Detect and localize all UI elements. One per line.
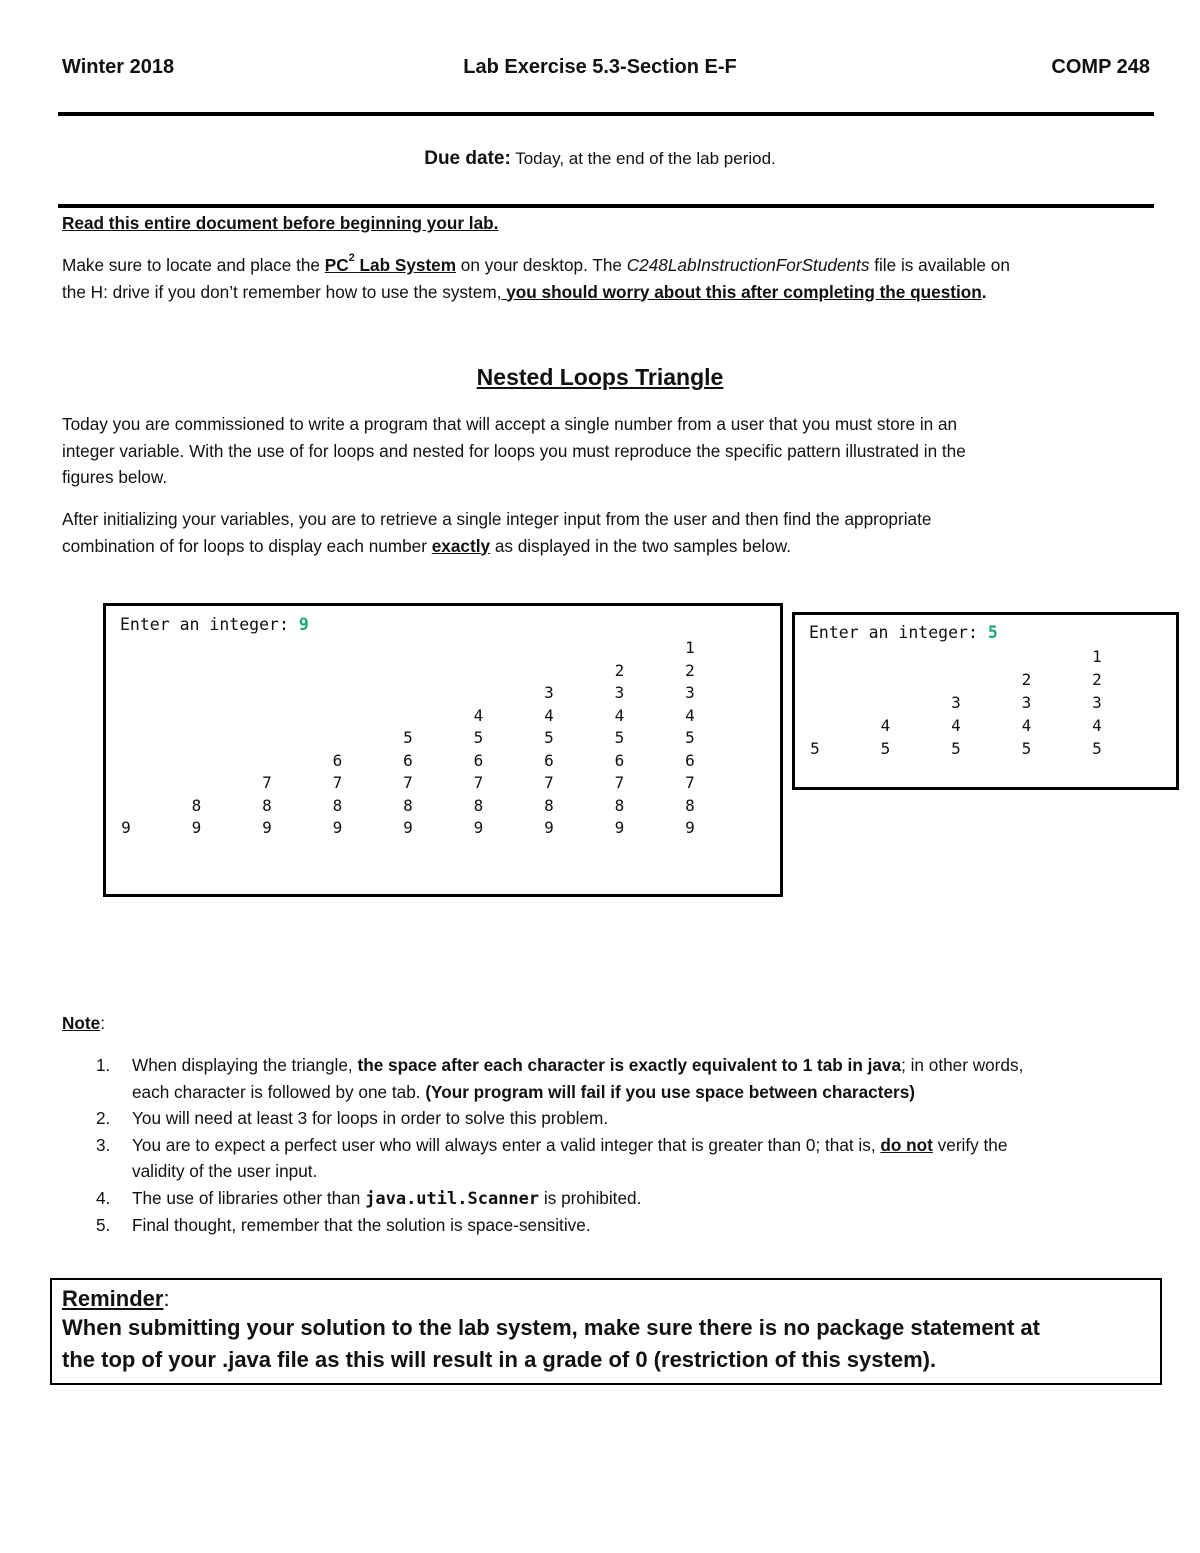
triangle-digit: 8 bbox=[473, 795, 484, 815]
triangle-digit: 3 bbox=[1092, 693, 1102, 712]
note-heading: Note: bbox=[62, 1013, 105, 1033]
due-date-line bbox=[0, 148, 1200, 170]
triangle-digit: 4 bbox=[951, 716, 961, 735]
section-title: Nested Loops Triangle bbox=[476, 364, 724, 390]
triangle-digit: 8 bbox=[403, 795, 413, 815]
triangle-digit: 5 bbox=[403, 728, 413, 747]
triangle-digit: 3 bbox=[544, 683, 554, 702]
triangle-digit: 9 bbox=[544, 818, 554, 837]
due-date-label: Due date: bbox=[424, 148, 511, 169]
triangle-digit: 9 bbox=[403, 818, 413, 837]
due-divider bbox=[58, 204, 1154, 208]
note-list bbox=[62, 1052, 1162, 1239]
triangle-digit: 8 bbox=[544, 795, 554, 815]
triangle-digit: 7 bbox=[473, 773, 484, 792]
triangle-digit: 4 bbox=[544, 705, 554, 725]
triangle-digit: 5 bbox=[951, 739, 961, 758]
triangle-digit: 8 bbox=[262, 795, 272, 815]
sample-prompt: Enter an integer: 9 bbox=[120, 615, 309, 634]
instruction-file-name: C248LabInstructionForStudents bbox=[626, 255, 870, 275]
triangle-digit: 7 bbox=[614, 773, 625, 792]
sample-output-9 bbox=[103, 603, 783, 897]
instructions-paragraph: After initializing your variables, you are to retrieve a single integer input from the user and then find the appropriate combination of for loops to display each number exactly as displayed in the two samples below. bbox=[62, 509, 932, 556]
triangle-digit: 7 bbox=[403, 773, 413, 792]
header-course: COMP 248 bbox=[1051, 56, 1150, 78]
triangle-digit: 5 bbox=[1021, 739, 1032, 758]
note-item-4: 4. The use of libraries other than java.util.Scanner is prohibited. bbox=[96, 1187, 642, 1209]
triangle-digit: 1 bbox=[1092, 647, 1102, 666]
triangle-digit: 2 bbox=[1092, 670, 1102, 689]
triangle-digit: 5 bbox=[544, 728, 554, 747]
note-item-3: 3. You are to expect a perfect user who will always enter a valid integer that is greater than 0; that is, do not verify the validity of the user input. bbox=[96, 1134, 1008, 1181]
task-paragraph: Today you are commissioned to write a program that will accept a single number from a user that you must store in an integer variable. With the use of for loops and nested for loops you must reproduce the specific pattern illustrated in the figures below. bbox=[62, 414, 966, 487]
triangle-digit: 4 bbox=[1092, 716, 1102, 735]
header-term: Winter 2018 bbox=[62, 56, 175, 78]
triangle-digit: 7 bbox=[332, 773, 343, 792]
triangle-digit: 9 bbox=[614, 818, 625, 837]
reminder-line-1: When submitting your solution to the lab system, make sure there is no package statement at bbox=[62, 1315, 1040, 1340]
triangle-digit: 9 bbox=[262, 818, 272, 837]
triangle-digit: 4 bbox=[880, 716, 891, 735]
note-item-5: 5. Final thought, remember that the solution is space-sensitive. bbox=[96, 1215, 591, 1235]
triangle-digit: 6 bbox=[685, 750, 695, 770]
triangle-digit: 6 bbox=[403, 750, 413, 770]
triangle-digit: 8 bbox=[191, 795, 202, 815]
triangle-digit: 4 bbox=[685, 705, 695, 725]
triangle-digit: 9 bbox=[473, 818, 484, 837]
triangle-digit: 3 bbox=[1021, 693, 1032, 712]
reminder-line-2: the top of your .java file as this will result in a grade of 0 (restriction of this system). bbox=[62, 1347, 937, 1372]
triangle-digit: 9 bbox=[121, 818, 131, 837]
intro-paragraph bbox=[62, 252, 1157, 305]
intro-line-1: Make sure to locate and place the $PC^2$ Lab System on your desktop. The C248LabInstructionForStudents file is available on bbox=[62, 252, 1010, 275]
triangle-digit: 8 bbox=[614, 795, 625, 815]
triangle-digit: 9 bbox=[685, 818, 695, 837]
reminder-box bbox=[50, 1278, 1162, 1385]
note-item-2: 2. You will need at least 3 for loops in order to solve this problem. bbox=[96, 1108, 609, 1128]
pc2-link: $PC^2$ Lab System bbox=[324, 252, 457, 275]
triangle-digit: 4 bbox=[1021, 716, 1032, 735]
header-lab-title: Lab Exercise 5.3-Section E-F bbox=[463, 56, 737, 78]
triangle-digit: 3 bbox=[951, 693, 961, 712]
note-item-1: 1. When displaying the triangle, the space after each character is exactly equivalent to 1 tab in java; in other words, each character is followed by one tab. (Your program will fail if you use space between characters) bbox=[96, 1055, 1024, 1102]
triangle-digit: 2 bbox=[614, 660, 625, 680]
triangle-digit: 4 bbox=[614, 705, 625, 725]
read-notice: Read this entire document before beginning your lab. bbox=[62, 213, 499, 233]
triangle-digit: 8 bbox=[685, 795, 695, 815]
triangle-digit: 6 bbox=[614, 750, 625, 770]
triangle-digit: 2 bbox=[685, 660, 695, 680]
triangle-digit: 2 bbox=[1021, 670, 1032, 689]
triangle-digit: 5 bbox=[614, 728, 625, 747]
triangle-digit: 5 bbox=[685, 728, 695, 747]
triangle-digit: 9 bbox=[191, 818, 202, 837]
triangle-digit: 5 bbox=[810, 739, 820, 758]
triangle-digit: 7 bbox=[544, 773, 554, 792]
triangle-digit: 4 bbox=[473, 705, 484, 725]
triangle-digit: 7 bbox=[685, 773, 695, 792]
triangle-digit: 7 bbox=[262, 773, 272, 792]
triangle-digit: 5 bbox=[1092, 739, 1102, 758]
header-divider bbox=[58, 112, 1154, 116]
reminder-heading: Reminder: bbox=[62, 1286, 170, 1311]
triangle-digit: 6 bbox=[544, 750, 554, 770]
triangle-digit: 5 bbox=[880, 739, 891, 758]
triangle-digit: 6 bbox=[332, 750, 343, 770]
sample-prompt: Enter an integer: 5 bbox=[809, 623, 998, 642]
triangle-digit: 3 bbox=[614, 683, 625, 702]
triangle-digit: 8 bbox=[332, 795, 343, 815]
triangle-digit: 9 bbox=[332, 818, 343, 837]
scanner-code: java.util.Scanner bbox=[365, 1188, 540, 1209]
triangle-digit: 6 bbox=[473, 750, 484, 770]
triangle-digit: 3 bbox=[685, 683, 695, 702]
due-date-text: Today, at the end of the lab period. bbox=[510, 149, 776, 168]
intro-line-2: the H: drive if you don’t remember how to use the system, you should worry about this after completing the question. bbox=[62, 281, 987, 302]
triangle-digit: 5 bbox=[473, 728, 484, 747]
triangle-digit: 1 bbox=[685, 638, 695, 657]
sample-output-5 bbox=[792, 612, 1179, 790]
